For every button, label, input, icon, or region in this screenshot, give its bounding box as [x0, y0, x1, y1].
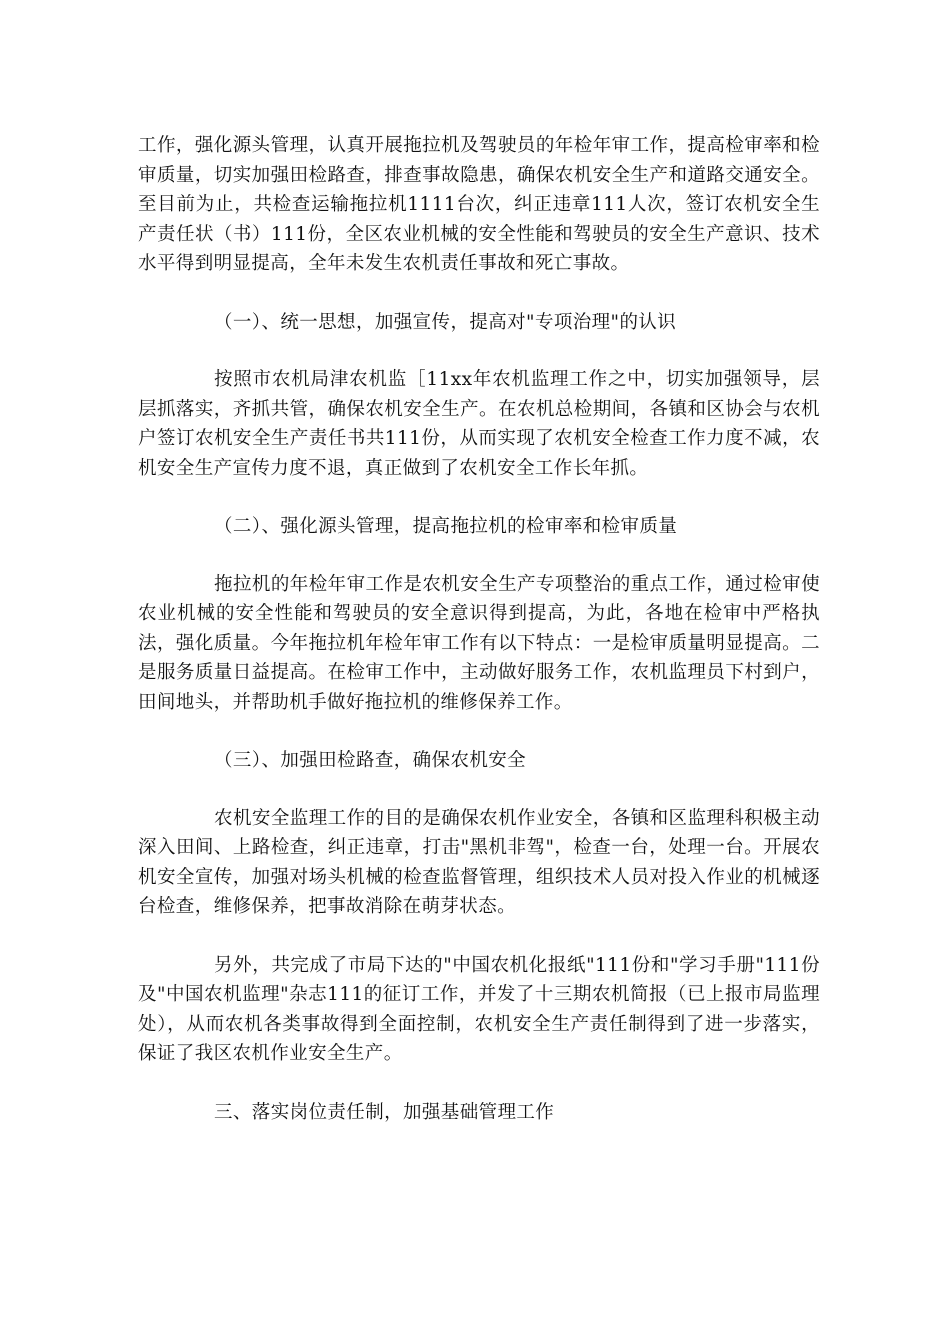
chapter-heading-3: 三、落实岗位责任制，加强基础管理工作 — [214, 1101, 555, 1123]
document-body — [138, 131, 820, 1127]
paragraph-section-3: 农机安全监理工作的目的是确保农机作业安全，各镇和区监理科积极主动深入田间、上路检查，纠正违章，打击"黑机非驾"，检查一台，处理一台。开展农机安全宣传，加强对场头机械的检查监督管理，组织技术人员对投入作业的机械逐台检查，维修保养，把事故消除在萌芽状态。 — [138, 807, 820, 917]
paragraph-additional: 另外，共完成了市局下达的"中国农机化报纸"111份和"学习手册"111份及"中国农机监理"杂志111的征订工作，并发了十三期农机简报（已上报市局监理处），从而农机各类事故得到全面控制，农机安全生产责任制得到了进一步落实，保证了我区农机作业安全生产。 — [138, 954, 820, 1064]
paragraph-section-1: 按照市农机局津农机监［11xx年农机监理工作之中，切实加强领导，层层抓落实，齐抓共管，确保农机安全生产。在农机总检期间，各镇和区协会与农机户签订农机安全生产责任书共111份，从而实现了农机安全检查工作力度不减，农机安全生产宣传力度不退，真正做到了农机安全工作长年抓。 — [138, 369, 820, 479]
paragraph-intro: 工作，强化源头管理，认真开展拖拉机及驾驶员的年检年审工作，提高检审率和检审质量，切实加强田检路查，排查事故隐患，确保农机安全生产和道路交通安全。至目前为止，共检查运输拖拉机1111台次，纠正违章111人次，签订农机安全生产责任状（书）111份，全区农业机械的安全性能和驾驶员的安全生产意识、技术水平得到明显提高，全年未发生农机责任事故和死亡事故。 — [138, 135, 820, 274]
section-heading-3: （三）、加强田检路查，确保农机安全 — [214, 750, 527, 771]
section-heading-1: （一）、统一思想，加强宣传，提高对"专项治理"的认识 — [214, 311, 677, 333]
paragraph-section-2: 拖拉机的年检年审工作是农机安全生产专项整治的重点工作，通过检审使农业机械的安全性能和驾驶员的安全意识得到提高，为此，各地在检审中严格执法，强化质量。今年拖拉机年检年审工作有以下特点：一是检审质量明显提高。二是服务质量日益提高。在检审工作中，主动做好服务工作，农机监理员下村到户，田间地头，并帮助机手做好拖拉机的维修保养工作。 — [138, 573, 820, 713]
section-heading-2: （二）、强化源头管理，提高拖拉机的检审率和检审质量 — [214, 516, 678, 537]
